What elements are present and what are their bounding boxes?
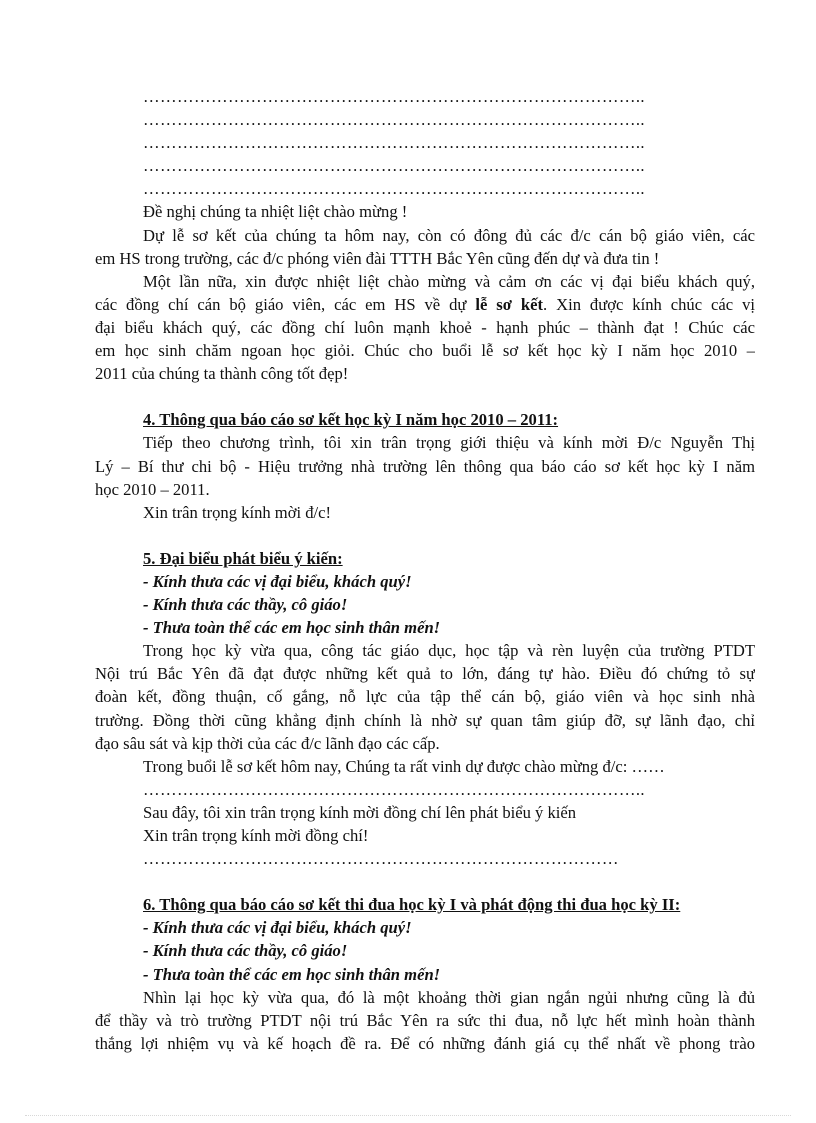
section-4-heading: 4. Thông qua báo cáo sơ kết học kỳ I năm học 2010 – 2011: <box>143 410 559 430</box>
section-5-welcome: Trong buổi lễ sơ kết hôm nay, Chúng ta rất vinh dự được chào mừng đ/c: …… <box>143 756 665 776</box>
section-5-paragraph-line: Trong học kỳ vừa qua, công tác giáo dục, học tập và rèn luyện của trường PTDT <box>143 641 755 661</box>
intro-thanks-line: em học sinh chăm ngoan học giỏi. Chúc cho buổi lễ sơ kết học kỳ I năm học 2010 – <box>95 341 755 361</box>
dotted-line: …………………………………………………………………………….. <box>143 779 645 799</box>
intro-thanks-line: 2011 của chúng ta thành công tốt đẹp! <box>95 364 349 384</box>
section-5-paragraph-line: trường. Đồng thời cũng khẳng định chính là nhờ sự quan tâm giúp đỡ, sự lãnh đạo, chỉ <box>95 710 755 730</box>
section-6-greeting: - Kính thưa các vị đại biểu, khách quý! <box>143 918 412 938</box>
intro-thanks-line: Một lần nữa, xin được nhiệt liệt chào mừng và cảm ơn các vị đại biểu khách quý, <box>143 271 755 291</box>
section-5-greeting: - Thưa toàn thể các em học sinh thân mến! <box>143 618 441 638</box>
section-6-paragraph-line: thắng lợi nhiệm vụ và kế hoạch đề ra. Để có những đánh giá cụ thể nhất về phong trào <box>95 1033 755 1053</box>
section-4-invite: Xin trân trọng kính mời đ/c! <box>143 502 332 522</box>
section-5-heading: 5. Đại biểu phát biểu ý kiến: <box>143 548 343 568</box>
section-5-paragraph-line: Nội trú Bắc Yên đã đạt được những kết quả to lớn, đáng tự hào. Điều đó chứng tỏ sự <box>95 664 755 684</box>
section-6-greeting: - Thưa toàn thể các em học sinh thân mến! <box>143 964 441 984</box>
page-bottom-divider <box>25 1115 791 1116</box>
section-6-paragraph-line: để thầy và trò trường PTDT nội trú Bắc Yên ra sức thi đua, nỗ lực hết mình hoàn thành <box>95 1010 755 1030</box>
section-4-paragraph-line: Lý – Bí thư chi bộ - Hiệu trưởng nhà trường lên thông qua báo cáo sơ kết học kỳ I năm <box>95 456 755 476</box>
intro-thanks-line: đại biểu khách quý, các đồng chí luôn mạnh khoẻ - hạnh phúc – thành đạt ! Chúc các <box>95 317 755 337</box>
section-6-paragraph-line: Nhìn lại học kỳ vừa qua, đó là một khoảng thời gian ngắn ngủi nhưng cũng là đủ <box>143 987 755 1007</box>
section-4-paragraph-line: Tiếp theo chương trình, tôi xin trân trọng giới thiệu và kính mời Đ/c Nguyễn Thị <box>143 433 755 453</box>
section-5-paragraph-line: đạo sâu sát và kịp thời của các đ/c lãnh đạo các cấp. <box>95 733 440 753</box>
section-5-paragraph-line: đoàn kết, đồng thuận, cố gắng, nỗ lực của tập thể cán bộ, giáo viên và học sinh nhà <box>95 687 755 707</box>
intro-attend-line: Dự lễ sơ kết của chúng ta hôm nay, còn có đông đủ các đ/c cán bộ giáo viên, các <box>143 225 755 245</box>
dotted-line: …………………………………………………………………………….. <box>143 133 645 153</box>
spacer <box>95 870 755 893</box>
section-5-greeting: - Kính thưa các thầy, cô giáo! <box>143 595 348 615</box>
section-5-invite: Xin trân trọng kính mời đồng chí! <box>143 826 369 845</box>
intro-thanks-line <box>95 293 755 316</box>
section-6-heading: 6. Thông qua báo cáo sơ kết thi đua học kỳ I và phát động thi đua học kỳ II: <box>143 895 681 915</box>
dotted-line: …………………………………………………………………………….. <box>143 156 645 176</box>
document-body <box>95 85 755 1055</box>
dotted-line: …………………………………………………………………………….. <box>143 110 645 130</box>
thanks-bold-text: lễ sơ kết <box>475 294 543 314</box>
dotted-line: ………………………………………………………………………… <box>143 849 619 869</box>
section-4-paragraph-line: học 2010 – 2011. <box>95 479 210 499</box>
section-6-greeting: - Kính thưa các thầy, cô giáo! <box>143 941 348 961</box>
spacer <box>95 524 755 547</box>
spacer <box>95 385 755 408</box>
section-5-greeting: - Kính thưa các vị đại biểu, khách quý! <box>143 571 412 591</box>
thanks-text: các đồng chí cán bộ giáo viên, các em HS về dự <box>95 294 476 314</box>
dotted-line: …………………………………………………………………………….. <box>143 179 645 199</box>
section-5-next: Sau đây, tôi xin trân trọng kính mời đồng chí lên phát biểu ý kiến <box>143 802 577 822</box>
intro-attend-line: em HS trong trường, các đ/c phóng viên đài TTTH Bắc Yên cũng đến dự và đưa tin ! <box>95 248 660 268</box>
thanks-text: . Xin được kính chúc các vị <box>543 294 755 314</box>
intro-cheer: Đề nghị chúng ta nhiệt liệt chào mừng ! <box>143 202 408 222</box>
dotted-line: …………………………………………………………………………….. <box>143 87 645 106</box>
